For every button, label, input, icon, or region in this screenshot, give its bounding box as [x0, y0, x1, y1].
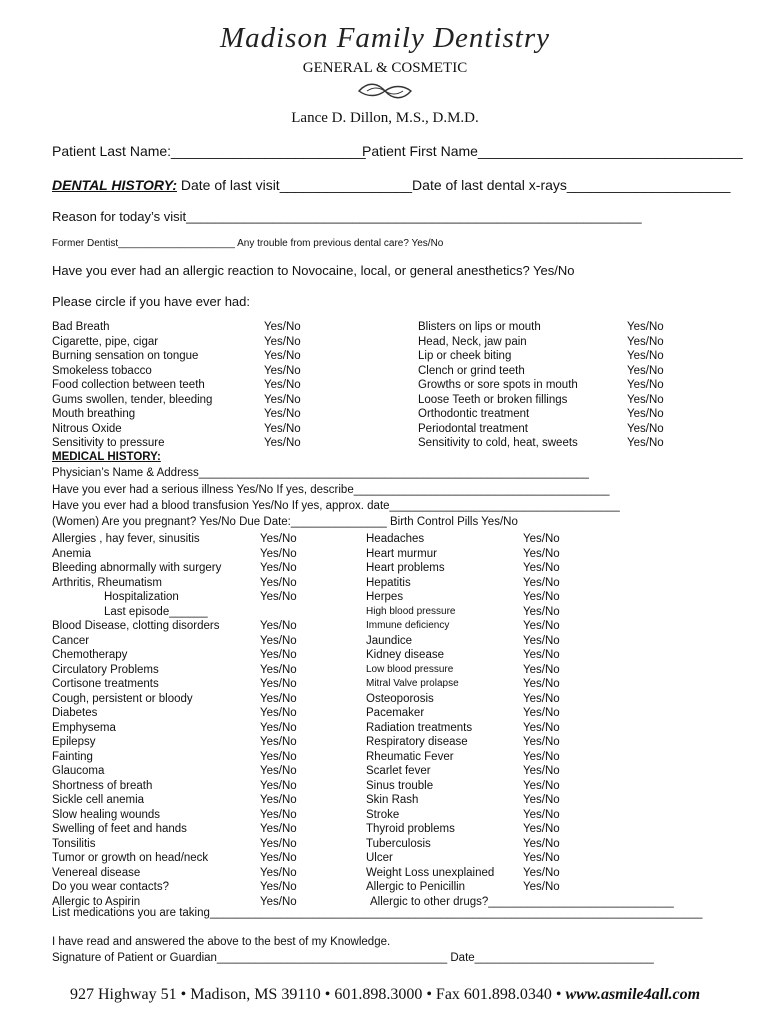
dental-condition-label: Burning sensation on tongue [52, 350, 199, 362]
website-link[interactable]: www.asmile4all.com [565, 986, 701, 1003]
yes-no-option[interactable]: Yes/No [523, 808, 560, 821]
medical-condition-label: Arthritis, Rheumatism [52, 576, 162, 589]
medical-condition-label: Allergic to other drugs?_____________________________ [370, 895, 674, 908]
medical-condition-label: Skin Rash [366, 794, 419, 806]
yes-no-option[interactable]: Yes/No [260, 663, 297, 676]
medical-condition-label: Shortness of breath [52, 779, 153, 792]
medical-condition-label: Tonsilitis [52, 837, 96, 850]
medical-condition-label: Emphysema [52, 721, 116, 734]
yes-no-option[interactable]: Yes/No [264, 350, 301, 362]
yes-no-option[interactable]: Yes/No [260, 620, 297, 632]
medical-left-yesno[interactable] [260, 532, 297, 909]
patient-first-name-field[interactable]: Patient First Name__________________________________ [362, 143, 743, 159]
medical-condition-label: Sickle cell anemia [52, 794, 145, 806]
medical-condition-label: Venereal disease [52, 866, 141, 879]
yes-no-option[interactable]: Yes/No [627, 408, 664, 420]
dental-left-list [52, 320, 212, 451]
dental-condition-label: Blisters on lips or mouth [418, 321, 541, 333]
medical-condition-label: Allergic to Aspirin [52, 895, 141, 908]
yes-no-option[interactable]: Yes/No [260, 794, 297, 806]
dental-condition-label: Bad Breath [52, 321, 110, 333]
yes-no-option[interactable]: Yes/No [264, 393, 301, 406]
yes-no-option[interactable]: Yes/No [627, 437, 664, 449]
yes-no-option[interactable]: Yes/No [523, 779, 560, 792]
medical-condition-label: Pacemaker [366, 707, 425, 719]
medical-condition-label: Ulcer [366, 852, 393, 864]
medical-condition-label: Respiratory disease [366, 736, 468, 748]
medical-condition-label: Bleeding abnormally with surgery [52, 562, 222, 574]
medical-condition-label: Cortisone treatments [52, 678, 159, 690]
medical-condition-label: Fainting [52, 750, 93, 763]
footer-address: 927 Highway 51 • Madison, MS 39110 • 601.898.3000 • Fax 601.898.0340 • [69, 986, 566, 1003]
dental-condition-label: Food collection between teeth [52, 379, 205, 391]
medical-condition-label: Radiation treatments [366, 721, 473, 734]
circle-prompt: Please circle if you have ever had: [52, 294, 250, 309]
yes-no-option[interactable]: Yes/No [523, 852, 560, 864]
medical-condition-label: Osteoporosis [366, 692, 434, 705]
acknowledgement-statement: I have read and answered the above to the best of my Knowledge. [52, 936, 391, 948]
medical-condition-label: Tumor or growth on head/neck [52, 852, 209, 864]
medical-condition-label: Headaches [366, 533, 425, 545]
medications-field[interactable]: List medications you are taking_____________________________________________________________________________ [52, 907, 703, 919]
medical-condition-label: Hepatitis [366, 576, 411, 589]
yes-no-option[interactable]: Yes/No [523, 765, 560, 777]
medical-condition-label: Tuberculosis [366, 837, 431, 850]
medical-history-heading: MEDICAL HISTORY: [52, 451, 161, 463]
medical-condition-label: Heart problems [366, 562, 445, 574]
yes-no-option[interactable]: Yes/No [523, 547, 560, 560]
yes-no-option[interactable]: Yes/No [260, 721, 297, 734]
yes-no-option[interactable]: Yes/No [627, 321, 664, 333]
yes-no-option[interactable]: Yes/No [260, 634, 297, 647]
yes-no-option[interactable]: Yes/No [523, 794, 560, 806]
dental-condition-label: Orthodontic treatment [418, 408, 530, 420]
dental-condition-label: Sensitivity to cold, heat, sweets [418, 437, 578, 449]
dental-condition-label: Clench or grind teeth [418, 364, 525, 377]
medical-condition-label: Hospitalization [104, 591, 179, 603]
yes-no-option[interactable]: Yes/No [523, 634, 560, 647]
yes-no-option[interactable]: Yes/No [260, 576, 297, 589]
yes-no-option[interactable]: Yes/No [523, 823, 560, 835]
footer-contact [0, 986, 770, 1004]
yes-no-option[interactable]: Yes/No [627, 350, 664, 362]
medical-condition-label: Allergies , hay fever, sinusitis [52, 533, 200, 545]
yes-no-option[interactable]: Yes/No [523, 678, 560, 690]
yes-no-option[interactable]: Yes/No [523, 663, 560, 676]
medical-condition-label: Chemotherapy [52, 649, 128, 661]
medical-right-list [366, 532, 674, 909]
yes-no-option[interactable]: Yes/No [523, 837, 560, 850]
yes-no-option[interactable]: Yes/No [264, 379, 301, 391]
yes-no-option[interactable]: Yes/No [523, 649, 560, 661]
former-dentist-field[interactable]: Former Dentist_____________________ Any trouble from previous dental care? Yes/No [52, 238, 444, 249]
medical-condition-label: Anemia [52, 547, 91, 560]
yes-no-option[interactable]: Yes/No [260, 591, 297, 603]
medical-condition-label: Sinus trouble [366, 779, 434, 792]
medical-condition-label: Stroke [366, 808, 400, 821]
signature-field[interactable]: Signature of Patient or Guardian____________________________________ Date____________________________ [52, 952, 654, 964]
medical-condition-label: Mitral Valve prolapse [366, 678, 459, 689]
yes-no-option[interactable]: Yes/No [523, 620, 560, 632]
yes-no-option[interactable]: Yes/No [523, 562, 560, 574]
medical-condition-label: Glaucoma [52, 765, 105, 777]
dental-condition-label: Periodontal treatment [418, 422, 528, 435]
dental-condition-label: Lip or cheek biting [418, 350, 512, 362]
yes-no-option[interactable]: Yes/No [523, 533, 560, 545]
yes-no-option[interactable]: Yes/No [523, 576, 560, 589]
yes-no-option[interactable]: Yes/No [260, 779, 297, 792]
yes-no-option[interactable]: Yes/No [523, 750, 560, 763]
yes-no-option[interactable]: Yes/No [627, 335, 664, 348]
medical-left-list [52, 532, 221, 909]
dental-condition-label: Smokeless tobacco [52, 364, 152, 377]
dental-condition-label: Mouth breathing [52, 408, 136, 420]
medical-condition-label: Epilepsy [52, 736, 96, 748]
yes-no-option[interactable]: Yes/No [260, 562, 297, 574]
medical-condition-label: Swelling of feet and hands [52, 823, 187, 835]
yes-no-option[interactable]: Yes/No [627, 422, 664, 435]
yes-no-option[interactable]: Yes/No [523, 591, 560, 603]
yes-no-option[interactable]: Yes/No [260, 547, 297, 560]
medical-condition-label: Allergic to Penicillin [366, 881, 466, 893]
yes-no-option[interactable]: Yes/No [523, 605, 560, 618]
yes-no-option[interactable]: Yes/No [260, 837, 297, 850]
dental-left-yesno[interactable] [264, 320, 301, 451]
medical-condition-label: Rheumatic Fever [366, 750, 454, 763]
dental-history-heading: DENTAL HISTORY: [52, 177, 177, 193]
medical-condition-label: Thyroid problems [366, 823, 455, 835]
yes-no-option[interactable]: Yes/No [260, 678, 297, 690]
patient-last-name-field[interactable]: Patient Last Name:_________________________ [52, 143, 366, 159]
allergic-reaction-question[interactable]: Have you ever had an allergic reaction to Novocaine, local, or general anesthetics? Yes/No [52, 263, 575, 278]
yes-no-option[interactable]: Yes/No [264, 437, 301, 449]
yes-no-option[interactable]: Yes/No [523, 721, 560, 734]
yes-no-option[interactable]: Yes/No [264, 321, 301, 333]
medical-condition-label: Cough, persistent or bloody [52, 692, 193, 705]
yes-no-option[interactable]: Yes/No [523, 736, 560, 748]
dental-right-list [418, 320, 578, 451]
medical-condition-label: Herpes [366, 591, 404, 603]
medical-condition-label: Weight Loss unexplained [366, 866, 495, 879]
doctor-name: Lance D. Dillon, M.S., D.M.D. [291, 110, 479, 126]
serious-illness-field[interactable]: Have you ever had a serious illness Yes/No If yes, describe________________________________________ [52, 484, 610, 496]
medical-condition-label: Kidney disease [366, 649, 444, 661]
dental-right-yesno[interactable] [627, 320, 664, 451]
dental-condition-label: Loose Teeth or broken fillings [418, 393, 568, 406]
yes-no-option[interactable] [260, 605, 297, 620]
medical-condition-label: Heart murmur [366, 547, 437, 560]
yes-no-option[interactable]: Yes/No [260, 750, 297, 763]
dental-condition-label: Growths or sore spots in mouth [418, 379, 578, 391]
yes-no-option[interactable]: Yes/No [264, 422, 301, 435]
dental-condition-label: Cigarette, pipe, cigar [52, 335, 159, 348]
medical-condition-label: Low blood pressure [366, 663, 454, 675]
yes-no-option[interactable]: Yes/No [260, 881, 297, 893]
yes-no-option[interactable]: Yes/No [264, 335, 301, 348]
yes-no-option[interactable]: Yes/No [260, 765, 297, 777]
yes-no-option[interactable]: Yes/No [260, 823, 297, 835]
dental-condition-label: Head, Neck, jaw pain [418, 335, 527, 348]
pregnancy-field[interactable]: (Women) Are you pregnant? Yes/No Due Date:_______________ Birth Control Pills Yes/No [52, 516, 518, 528]
dental-condition-label: Gums swollen, tender, bleeding [52, 393, 213, 406]
yes-no-option[interactable]: Yes/No [627, 364, 664, 377]
yes-no-option[interactable]: Yes/No [260, 852, 297, 864]
medical-condition-label: Last episode______ [104, 605, 208, 618]
medical-condition-label: Circulatory Problems [52, 663, 159, 676]
medical-condition-label: Blood Disease, clotting disorders [52, 620, 220, 632]
ornament-icon [355, 80, 415, 102]
medical-condition-label: Do you wear contacts? [52, 881, 169, 893]
blood-transfusion-field[interactable]: Have you ever had a blood transfusion Yes/No If yes, approx. date____________________________________ [52, 500, 620, 512]
dental-condition-label: Sensitivity to pressure [52, 437, 165, 449]
medical-condition-label: Jaundice [366, 634, 413, 647]
medical-condition-label: Slow healing wounds [52, 808, 161, 821]
physician-field[interactable]: Physician’s Name & Address_____________________________________________________________ [52, 467, 589, 479]
medical-condition-label: Scarlet fever [366, 765, 431, 777]
yes-no-option[interactable]: Yes/No [264, 408, 301, 420]
yes-no-option[interactable]: Yes/No [260, 808, 297, 821]
yes-no-option[interactable]: Yes/No [523, 881, 560, 893]
reason-field[interactable]: Reason for today’s visit_______________________________________________________________ [52, 209, 642, 224]
dental-condition-label: Nitrous Oxide [52, 422, 122, 435]
yes-no-option[interactable]: Yes/No [260, 895, 297, 908]
practice-logo-text: Madison Family Dentistry [219, 22, 551, 54]
yes-no-option[interactable]: Yes/No [627, 379, 664, 391]
yes-no-option[interactable]: Yes/No [627, 393, 664, 406]
yes-no-option[interactable]: Yes/No [260, 866, 297, 879]
yes-no-option[interactable]: Yes/No [260, 649, 297, 661]
medical-condition-label: Immune deficiency [366, 620, 450, 631]
practice-subtitle: GENERAL & COSMETIC [302, 60, 468, 76]
yes-no-option[interactable]: Yes/No [260, 736, 297, 748]
yes-no-option[interactable]: Yes/No [523, 707, 560, 719]
medical-right-yesno[interactable] [523, 532, 560, 909]
yes-no-option[interactable]: Yes/No [260, 692, 297, 705]
yes-no-option[interactable]: Yes/No [523, 692, 560, 705]
medical-condition-label: Cancer [52, 634, 90, 647]
yes-no-option[interactable]: Yes/No [523, 866, 560, 879]
yes-no-option[interactable]: Yes/No [260, 533, 297, 545]
yes-no-option[interactable]: Yes/No [260, 707, 297, 719]
last-visit-field[interactable]: Date of last visit_________________Date of last dental x-rays_____________________ [180, 177, 731, 193]
yes-no-option[interactable]: Yes/No [264, 364, 301, 377]
medical-condition-label: High blood pressure [366, 605, 456, 617]
medical-condition-label: Diabetes [52, 707, 98, 719]
